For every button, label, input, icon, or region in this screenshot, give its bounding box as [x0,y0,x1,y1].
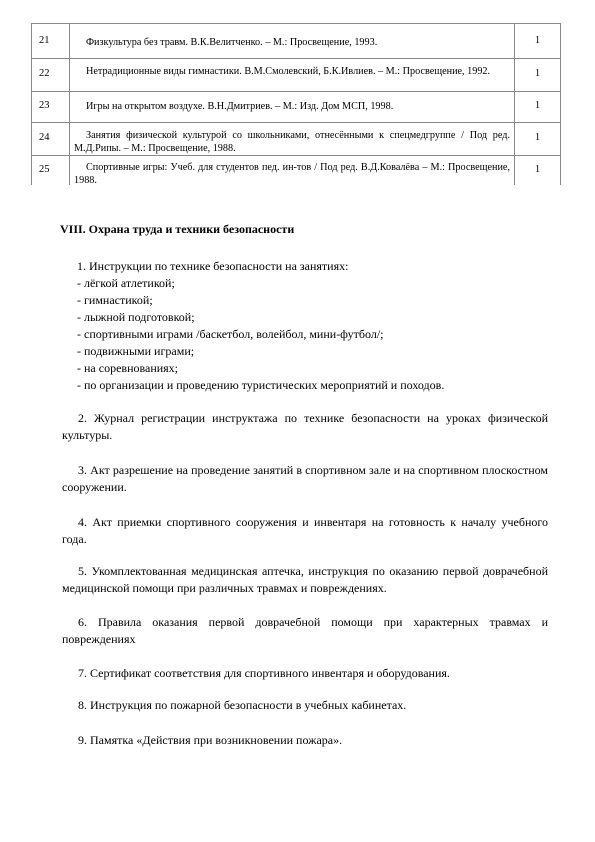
item-6: 6. Правила оказания первой доврачебной помощи при характерных травмах и повреждениях [62,615,548,646]
item-9: 9. Памятка «Действия при возникновении пожара». [78,733,343,747]
list-item: - по организации и проведению туристических мероприятий и походов. [77,378,445,392]
item-8: 8. Инструкция по пожарной безопасности в учебных кабинетах. [78,698,407,712]
item-1-title: 1. Инструкции по технике безопасности на занятиях: [77,259,349,273]
table-row [31,58,561,91]
item-4: 4. Акт приемки спортивного сооружения и инвентаря на готовность к началу учебного года. [62,515,548,546]
item-5: 5. Укомплектованная медицинская аптечка, инструкция по оказанию первой доврачебной медицинской помощи при различных травмах и повреждениях. [62,564,548,595]
row-title: Занятия физической культурой со школьниками, отнесёнными к спецмедгруппе / Под ред. М.Д.Рипы. – М.: Просвещение, 1988. [74,130,510,154]
row-title: Физкультура без травм. В.К.Велитченко. – М.: Просвещение, 1993. [86,37,378,48]
row-number: 24 [39,132,50,143]
row-number: 23 [39,100,50,111]
row-title: Нетрадиционные виды гимнастики. В.М.Смолевский, Б.К.Ивлиев. – М.: Просвещение, 1992. [86,66,491,77]
row-quantity: 1 [534,68,541,79]
table-row [31,122,561,155]
row-number: 25 [39,164,50,175]
table-row [31,91,561,122]
list-item: - лыжной подготовкой; [77,310,195,324]
row-number: 22 [39,68,50,79]
table-row [31,155,561,185]
list-item: - на соревнованиях; [77,361,179,375]
row-quantity: 1 [534,132,541,143]
table-row [31,23,561,58]
section-title: VIII. Охрана труда и техники безопасности [60,222,295,236]
list-item: - лёгкой атлетикой; [77,276,175,290]
row-number: 21 [39,35,50,46]
item-2: 2. Журнал регистрации инструктажа по технике безопасности на уроках физической культуры. [62,411,548,442]
list-item: - подвижными играми; [77,344,195,358]
item-3: 3. Акт разрешение на проведение занятий в спортивном зале и на спортивном плоскостном сооружении. [62,463,548,494]
list-item: - гимнастикой; [77,293,153,307]
row-quantity: 1 [534,100,541,111]
row-title: Игры на открытом воздухе. В.Н.Дмитриев. – М.: Изд. Дом МСП, 1998. [86,101,394,112]
row-quantity: 1 [534,35,541,46]
row-quantity: 1 [534,164,541,175]
item-7: 7. Сертификат соответствия для спортивного инвентаря и оборудования. [78,666,450,680]
row-title: Спортивные игры: Учеб. для студентов пед. ин-тов / Под ред. В.Д.Ковалёва – М.: Просвещение, 1988. [74,162,510,185]
list-item: - спортивными играми /баскетбол, волейбол, мини-футбол/; [77,327,384,341]
